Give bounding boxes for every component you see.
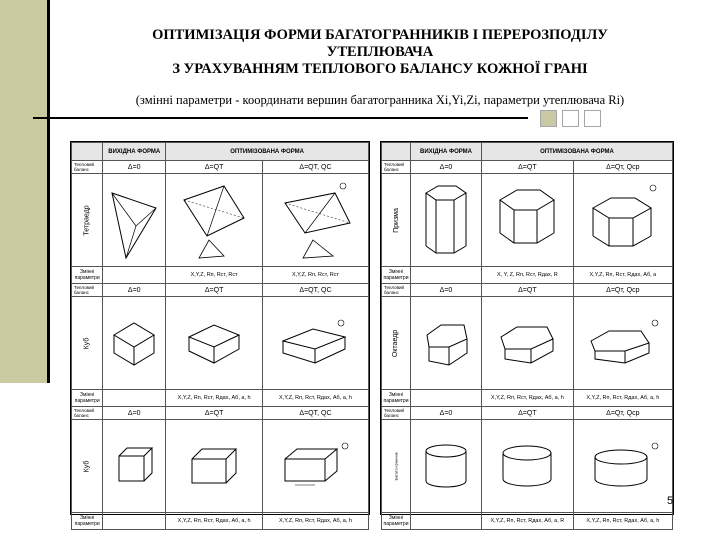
shape-name: Куб bbox=[72, 297, 103, 390]
figure-cell bbox=[166, 174, 263, 267]
page-number: 5 bbox=[667, 495, 674, 507]
box2-opt-figure bbox=[275, 441, 355, 491]
cube2-figure bbox=[109, 441, 159, 491]
figure-cell bbox=[573, 297, 672, 390]
cond-value: Δ=QT, QC bbox=[262, 407, 368, 420]
cond-value: Δ=Qт, Qср bbox=[573, 161, 672, 174]
left-comparison-table bbox=[70, 141, 370, 527]
box2-figure bbox=[184, 441, 244, 491]
params-value bbox=[411, 267, 482, 284]
figure-cell bbox=[482, 297, 574, 390]
prism-figure bbox=[416, 178, 476, 263]
cond-label: Тепловий баланс bbox=[72, 284, 103, 297]
figure-cell bbox=[411, 174, 482, 267]
octahedron-figure bbox=[419, 317, 474, 369]
octahedron-opt-figure bbox=[495, 317, 560, 369]
cond-label: Тепловий баланс bbox=[382, 284, 411, 297]
params-value: X, Y, Z, Rп, Rст, Rдах, R bbox=[482, 267, 574, 284]
right-comparison-table bbox=[380, 141, 674, 527]
params-label: Змінні параметри bbox=[72, 267, 103, 284]
box-figure bbox=[184, 317, 244, 369]
figure-cell bbox=[262, 174, 368, 267]
params-value: X,Y,Z, Rп, Rст, Rcт bbox=[262, 267, 368, 284]
cond-value: Δ=Qт, Qср bbox=[573, 407, 672, 420]
figure-cell bbox=[262, 420, 368, 513]
figure-cell bbox=[411, 297, 482, 390]
cond-value: Δ=0 bbox=[411, 284, 482, 297]
shape-name: Куб bbox=[72, 420, 103, 513]
cond-value: Δ=QT bbox=[482, 161, 574, 174]
slide-subtitle: (змінні параметри - координати вершин багатогранника Xi,Yi,Zi, параметри утеплювача Ri) bbox=[135, 93, 625, 107]
tetrahedron-opt-figure bbox=[179, 178, 249, 263]
title-underline bbox=[33, 117, 528, 119]
title-line: ОПТИМІЗАЦІЯ ФОРМИ БАГАТОГРАННИКІВ І ПЕРЕРОЗПОДІЛУ bbox=[152, 27, 608, 43]
shape-name: Багато-гранник bbox=[382, 420, 411, 513]
col-header-optimized: ОПТИМІЗОВАНА ФОРМА bbox=[482, 143, 673, 161]
params-label: Змінні параметри bbox=[382, 390, 411, 407]
params-value: X,Y,Z, Rп, Rст, Rдах, Aб, a bbox=[573, 267, 672, 284]
shape-name: Тетраедр bbox=[72, 174, 103, 267]
params-label: Змінні параметри bbox=[382, 513, 411, 530]
figure-cell bbox=[103, 297, 166, 390]
octahedron-opt2-figure bbox=[583, 317, 663, 369]
cond-value: Δ=0 bbox=[411, 407, 482, 420]
box-opt-figure bbox=[275, 317, 355, 369]
params-value: X,Y,Z, Rп, Rст, Rдах, Aб, a, R bbox=[482, 513, 574, 530]
figure-cell bbox=[166, 297, 263, 390]
params-value: X,Y,Z, Rп, Rст, Rдах, Aб, a, h bbox=[573, 390, 672, 407]
cond-value: Δ=QT, QC bbox=[262, 161, 368, 174]
params-value bbox=[411, 390, 482, 407]
params-value: X,Y,Z, Rп, Rст, Rдах, Aб, a, h bbox=[262, 513, 368, 530]
col-header-initial: ВИХІДНА ФОРМА bbox=[411, 143, 482, 161]
params-value bbox=[103, 390, 166, 407]
side-decoration-band bbox=[0, 0, 47, 383]
params-value: X,Y,Z, Rп, Rст, Rдах, Aб, a, h bbox=[166, 513, 263, 530]
cylinder-opt-figure bbox=[495, 441, 560, 491]
cond-value: Δ=0 bbox=[103, 407, 166, 420]
title-line: УТЕПЛЮВАЧА bbox=[326, 44, 434, 60]
params-value bbox=[103, 513, 166, 530]
cond-value: Δ=Qт, Qср bbox=[573, 284, 672, 297]
shape-name: Октаедр bbox=[382, 297, 411, 390]
figure-cell bbox=[103, 174, 166, 267]
slide-title bbox=[95, 27, 665, 78]
params-value: X,Y,Z, Rп, Rст, Rдах, Aб, a, h bbox=[482, 390, 574, 407]
params-value bbox=[411, 513, 482, 530]
cond-value: Δ=0 bbox=[411, 161, 482, 174]
cond-value: Δ=0 bbox=[103, 161, 166, 174]
shape-name: Призма bbox=[382, 174, 411, 267]
params-value: X,Y,Z, Rп, Rст, Rдах, Aб, a, h bbox=[166, 390, 263, 407]
prism-opt2-figure bbox=[583, 178, 663, 263]
figure-cell bbox=[482, 420, 574, 513]
col-header-optimized: ОПТИМІЗОВАНА ФОРМА bbox=[166, 143, 369, 161]
tetrahedron-opt2-figure bbox=[275, 178, 355, 263]
params-label: Змінні параметри bbox=[72, 390, 103, 407]
cylinder-figure bbox=[419, 441, 474, 491]
figure-cell bbox=[482, 174, 574, 267]
corner-cell bbox=[72, 143, 103, 161]
cube-figure bbox=[109, 317, 159, 369]
decor-square bbox=[584, 110, 601, 127]
prism-opt-figure bbox=[492, 178, 562, 263]
params-value: X,Y,Z, Rп, Rст, Rcт bbox=[166, 267, 263, 284]
decor-square bbox=[562, 110, 579, 127]
cond-value: Δ=QT bbox=[166, 161, 263, 174]
cond-value: Δ=QT bbox=[166, 407, 263, 420]
figure-cell bbox=[262, 297, 368, 390]
cylinder-opt2-figure bbox=[583, 441, 663, 491]
cond-label: Тепловий баланс bbox=[72, 161, 103, 174]
figure-cell bbox=[573, 174, 672, 267]
corner-cell bbox=[382, 143, 411, 161]
cond-value: Δ=QT bbox=[482, 407, 574, 420]
params-value: X,Y,Z, Rп, Rст, Rдах, Aб, a, h bbox=[262, 390, 368, 407]
cond-label: Тепловий баланс bbox=[72, 407, 103, 420]
params-value bbox=[103, 267, 166, 284]
figure-cell bbox=[166, 420, 263, 513]
tetrahedron-figure bbox=[104, 178, 164, 263]
figure-cell bbox=[411, 420, 482, 513]
params-label: Змінні параметри bbox=[382, 267, 411, 284]
cond-label: Тепловий баланс bbox=[382, 407, 411, 420]
params-label: Змінні параметри bbox=[72, 513, 103, 530]
cond-value: Δ=QT bbox=[482, 284, 574, 297]
col-header-initial: ВИХІДНА ФОРМА bbox=[103, 143, 166, 161]
figure-cell bbox=[573, 420, 672, 513]
params-value: X,Y,Z, Rп, Rст, Rдах, Aб, a, h bbox=[573, 513, 672, 530]
title-line: З УРАХУВАННЯМ ТЕПЛОВОГО БАЛАНСУ КОЖНОЇ ГРАНІ bbox=[172, 61, 588, 77]
figure-cell bbox=[103, 420, 166, 513]
cond-value: Δ=QT bbox=[166, 284, 263, 297]
cond-label: Тепловий баланс bbox=[382, 161, 411, 174]
decor-square bbox=[540, 110, 557, 127]
cond-value: Δ=0 bbox=[103, 284, 166, 297]
side-decoration-line bbox=[47, 0, 50, 383]
cond-value: Δ=QT, QC bbox=[262, 284, 368, 297]
